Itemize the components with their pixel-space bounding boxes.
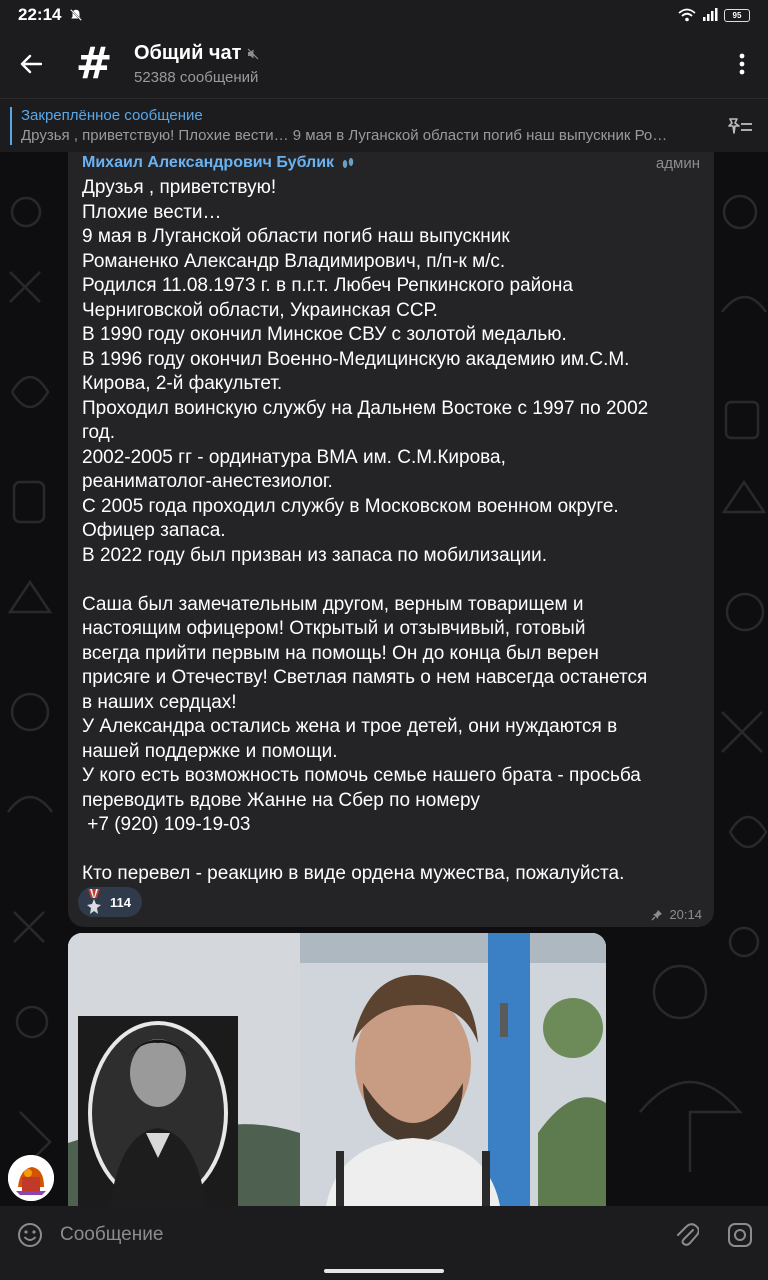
message-header [82,152,700,174]
pin-icon [651,909,663,921]
avatar-image [8,1155,54,1201]
hash-icon[interactable]: # [75,38,113,89]
back-button[interactable] [0,30,62,98]
signal-icon [702,8,718,22]
reaction-count: 114 [110,894,131,910]
more-vert-icon [739,53,745,75]
sender-role: админ [655,154,700,172]
message-meta [651,907,702,922]
chat-header [0,30,768,98]
reaction-chip[interactable] [78,887,142,917]
home-indicator[interactable] [324,1269,444,1273]
pinned-preview: Друзья , приветствую! Плохие вести… 9 мая в Луганской области погиб наш выпускник Ро… [21,127,668,144]
sender-name[interactable]: Михаил Александрович Бублик [82,154,335,171]
camera-button[interactable] [712,1206,768,1264]
message-input[interactable]: Сообщение [60,1224,164,1245]
message-text: Друзья , приветствую! Плохие вести… 9 мая в Луганской области погиб наш выпускник Романенко Александр Владимирович, п/п-к м/с. Родился 11.08.1973 г. в п.г.т. Любеч Репкинского района Черниговской области, Украинская ССР. В 1990 году окончил Минское СВУ с золотой медалью. В 1996 году окончил Военно-Медицинскую академию им.С.М. Кирова, 2-й факультет. Проходил воинскую службу на Дальнем Востоке с 1997 по 2002 год. 2002-2005 гг - ординатура ВМА им. С.М.Кирова, реаниматолог-анестезиолог. С 2005 года проходил службу в Московском военном округе. Офицер запаса. В 2022 году был призван из запаса по мобилизации. Саша был замечательным другом, верным товарищем и настоящим офицером! Открытый и отзывчивый, готовый всегда прийти первым на помощь! Он до конца был верен присяге и Отечеству! Светлая память о нем навсегда останется в наших сердцах! У Александра остались жена и трое детей, они нуждаются в нашей поддержке и помощи. У кого есть возможность помочь семье нашего брата - просьба переводить вдове Жанне на Сбер по номеру +7 (920) 109-19-03 Кто перевел - реакцию в виде ордена мужества, пожалуйста. [82,177,649,884]
back-arrow-icon [20,54,42,74]
chat-title-row [134,42,259,65]
status-bar [0,0,768,30]
pinned-message-bar[interactable] [0,98,768,152]
message-bubble[interactable] [68,152,714,927]
footsteps-emoji-icon [340,155,356,171]
message-time: 20:14 [669,907,702,922]
more-menu-button[interactable] [716,30,768,98]
camera-icon [727,1222,753,1248]
mute-icon [247,48,259,60]
wifi-icon [678,8,696,22]
chat-title: Общий чат [134,42,242,64]
message-list[interactable] [0,152,768,1206]
message-count: 52388 сообщений [134,69,259,86]
memorial-photo [68,933,606,1206]
photo-message[interactable] [68,933,606,1206]
pin-list-icon[interactable] [726,115,754,137]
chat-title-box[interactable] [134,42,259,86]
emoji-icon [17,1222,43,1248]
sender-avatar[interactable] [8,1155,54,1201]
system-nav-bar [0,1264,768,1280]
attach-icon [675,1222,699,1248]
status-time: 22:14 [18,5,62,24]
pinned-label: Закреплённое сообщение [21,107,203,124]
pinned-indicator [10,107,12,145]
emoji-button[interactable] [0,1206,60,1264]
pinned-text [21,107,725,144]
battery-icon: 95 [724,9,750,22]
message-input-bar [0,1206,768,1264]
attach-button[interactable] [662,1206,712,1264]
notification-mute-icon [69,8,83,22]
medal-icon [86,889,102,915]
status-icons [678,8,750,22]
